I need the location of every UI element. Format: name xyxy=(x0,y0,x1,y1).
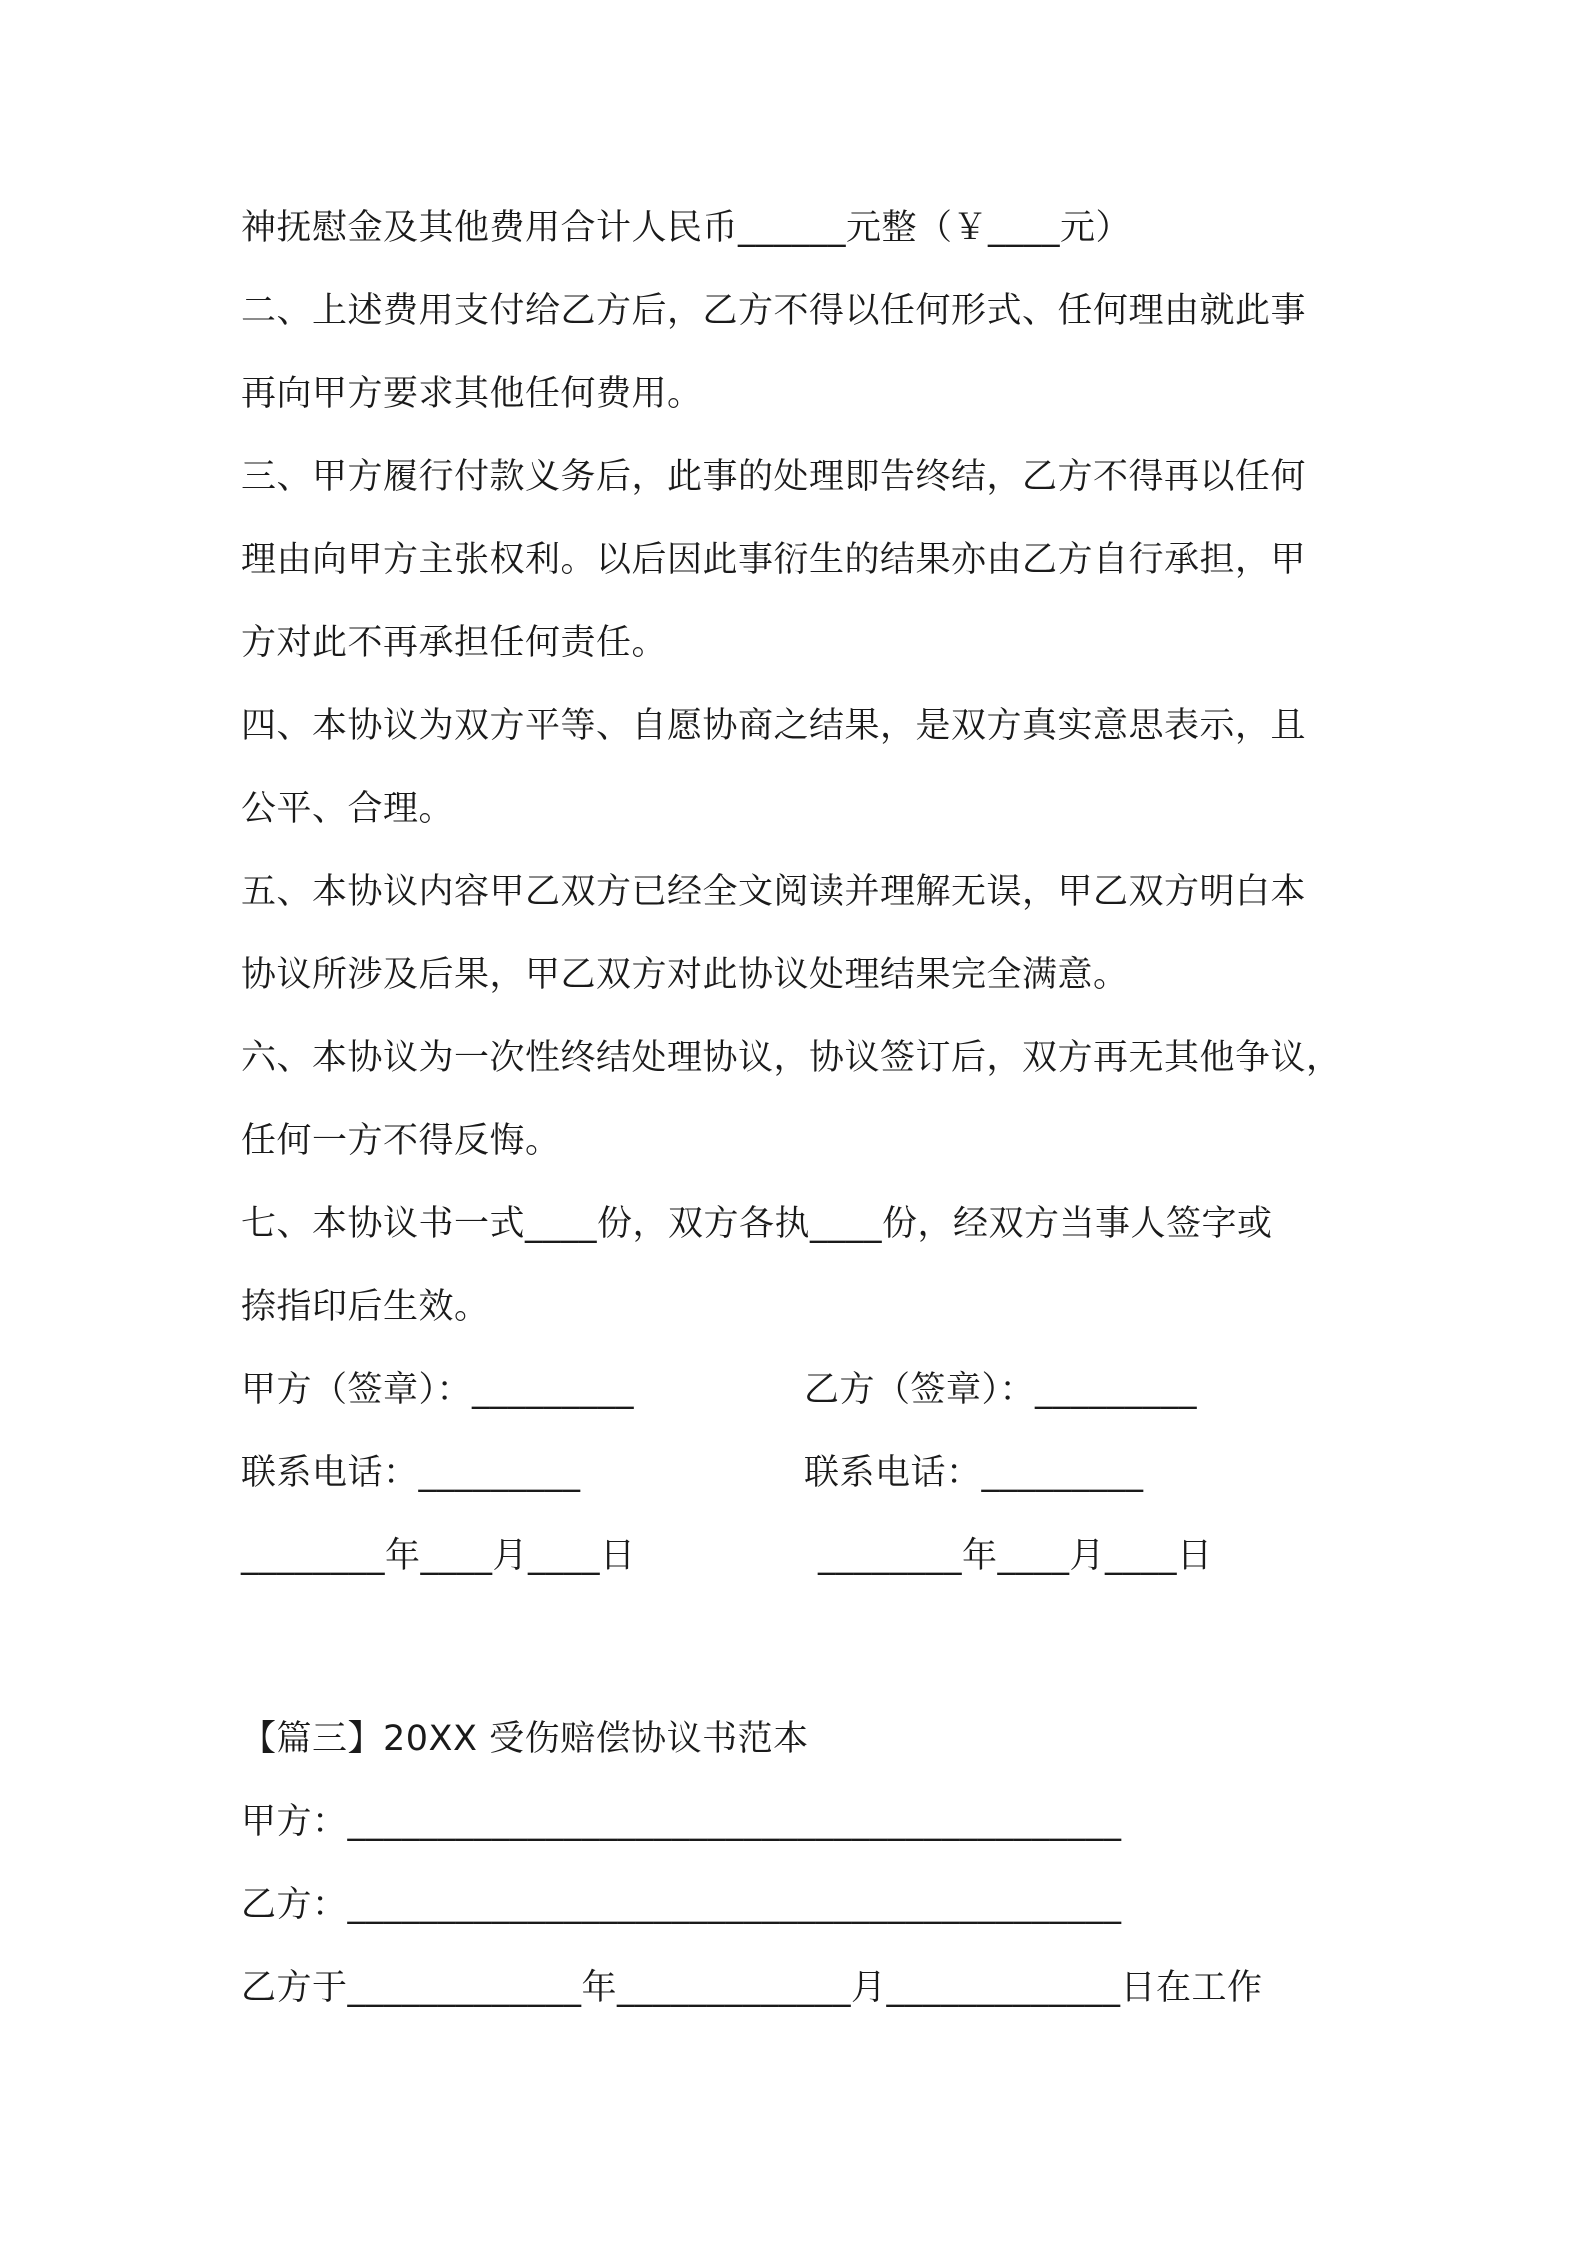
paragraph-line: 乙方于_____________年_____________月_____________日在工作 xyxy=(241,1968,1263,2008)
paragraph-line: 公平、合理。 xyxy=(241,789,455,829)
paragraph-line: 任何一方不得反悔。 xyxy=(241,1121,561,1161)
paragraph-line: 方对此不再承担任何责任。 xyxy=(241,623,668,663)
paragraph-line: 四、本协议为双方平等、自愿协商之结果，是双方真实意思表示，且 xyxy=(241,706,1307,746)
party-b-phone: 联系电话：_________ xyxy=(804,1453,1144,1493)
party-b-field: 乙方：___________________________________________ xyxy=(241,1885,1122,1925)
paragraph-line: 五、本协议内容甲乙双方已经全文阅读并理解无误，甲乙双方明白本 xyxy=(241,872,1307,912)
party-b-date: ________年____月____日 xyxy=(818,1536,1213,1576)
paragraph-line: 七、本协议书一式____份，双方各执____份，经双方当事人签字或 xyxy=(241,1204,1273,1244)
paragraph-line: 六、本协议为一次性终结处理协议，协议签订后，双方再无其他争议， xyxy=(241,1038,1342,1078)
party-b-seal: 乙方（签章）：_________ xyxy=(804,1370,1198,1410)
section-heading: 【篇三】20XX 受伤赔偿协议书范本 xyxy=(241,1719,809,1759)
party-a-date: ________年____月____日 xyxy=(241,1536,636,1576)
paragraph-line: 再向甲方要求其他任何费用。 xyxy=(241,374,703,414)
party-a-field: 甲方：___________________________________________ xyxy=(241,1802,1122,1842)
party-a-seal: 甲方（签章）：_________ xyxy=(241,1370,635,1410)
paragraph-line: 三、甲方履行付款义务后，此事的处理即告终结，乙方不得再以任何 xyxy=(241,457,1307,497)
paragraph-line: 理由向甲方主张权利。以后因此事衍生的结果亦由乙方自行承担，甲 xyxy=(241,540,1307,580)
paragraph-line: 捺指印后生效。 xyxy=(241,1287,490,1327)
paragraph-line: 二、上述费用支付给乙方后，乙方不得以任何形式、任何理由就此事 xyxy=(241,291,1307,331)
paragraph-line: 神抚慰金及其他费用合计人民币______元整（￥____元） xyxy=(241,208,1132,248)
paragraph-line: 协议所涉及后果，甲乙双方对此协议处理结果完全满意。 xyxy=(241,955,1129,995)
party-a-phone: 联系电话：_________ xyxy=(241,1453,581,1493)
